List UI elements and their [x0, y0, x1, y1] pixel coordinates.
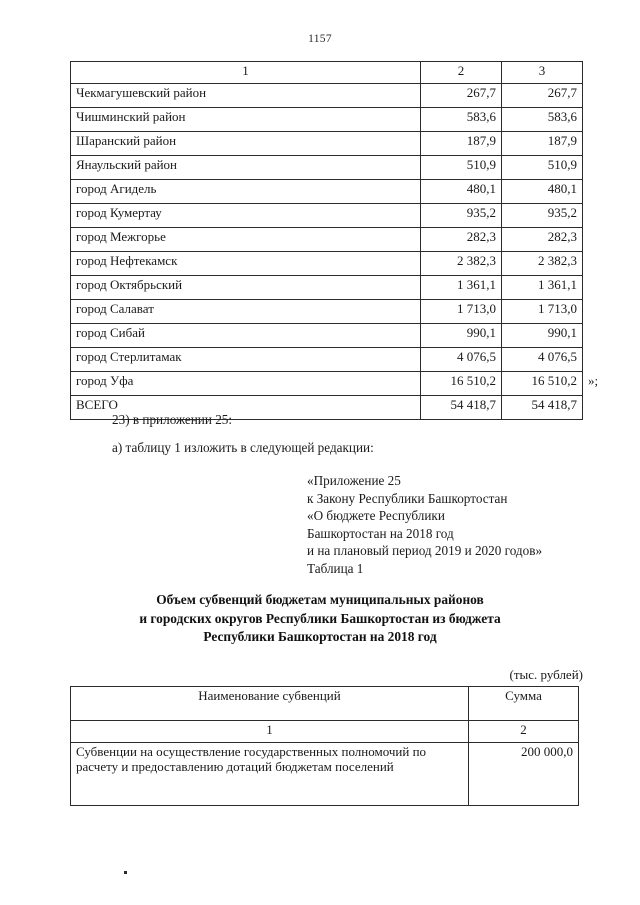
row-value-2: 187,9 [421, 132, 502, 156]
row-name: Шаранский район [71, 132, 421, 156]
reference-line-2: к Закону Республики Башкортостан [307, 490, 508, 506]
column-header-1: 1 [71, 62, 421, 84]
row-value-2: 480,1 [421, 180, 502, 204]
table-numbering-row [71, 721, 579, 743]
row-value-2: 282,3 [421, 228, 502, 252]
table-row [71, 180, 583, 204]
row-value-3: 282,3 [502, 228, 583, 252]
row-value-2: 267,7 [421, 84, 502, 108]
row-value-2: 16 510,2 [421, 372, 502, 396]
table-row [71, 84, 583, 108]
paragraph-item-a: а) таблицу 1 изложить в следующей редакции: [112, 440, 374, 455]
table-row [71, 324, 583, 348]
table [70, 686, 579, 806]
table-row [71, 348, 583, 372]
row-name: город Салават [71, 300, 421, 324]
title-line-1: Объем субвенций бюджетам муниципальных районов [156, 592, 484, 607]
total-value-2: 54 418,7 [421, 396, 502, 420]
page-number: 1157 [308, 33, 332, 45]
units-note: (тыс. рублей) [509, 667, 583, 682]
page-title [0, 591, 640, 647]
row-name: город Агидель [71, 180, 421, 204]
row-value-2: 935,2 [421, 204, 502, 228]
table-header-row [71, 687, 579, 721]
row-value-3: 583,6 [502, 108, 583, 132]
table-subventions-continued [70, 61, 583, 420]
row-value-3: 990,1 [502, 324, 583, 348]
row-value-2: 510,9 [421, 156, 502, 180]
row-value-2: 1 361,1 [421, 276, 502, 300]
reference-line-1: «Приложение 25 [307, 473, 401, 488]
row-value-2: 990,1 [421, 324, 502, 348]
row-name: город Уфа [71, 372, 421, 396]
row-value-2: 2 382,3 [421, 252, 502, 276]
table-header-row [71, 62, 583, 84]
row-value-3: 1 713,0 [502, 300, 583, 324]
row-value-3: 267,7 [502, 84, 583, 108]
table-row [71, 743, 579, 806]
table-row [71, 300, 583, 324]
title-line-3: Республики Башкортостан на 2018 год [203, 629, 437, 644]
row-value-3: 510,9 [502, 156, 583, 180]
table-row [71, 276, 583, 300]
row-name: город Нефтекамск [71, 252, 421, 276]
column-header-3: 3 [502, 62, 583, 84]
row-value-3: 935,2 [502, 204, 583, 228]
row-value-3: 187,9 [502, 132, 583, 156]
row-name: город Октябрьский [71, 276, 421, 300]
row-value-3: 1 361,1 [502, 276, 583, 300]
row-name: город Стерлитамак [71, 348, 421, 372]
row-value-3: 16 510,2 [502, 372, 583, 396]
row-sum: 200 000,0 [469, 743, 579, 806]
paragraph-item-23: 23) в приложении 25: [112, 412, 233, 427]
title-line-2: и городских округов Республики Башкортостан из бюджета [139, 610, 501, 626]
reference-line-6: Таблица 1 [307, 560, 364, 576]
closing-quote-mark: »; [588, 373, 599, 388]
table-row [71, 132, 583, 156]
row-name: город Межгорье [71, 228, 421, 252]
table-subventions-new [70, 686, 578, 806]
row-name: город Сибай [71, 324, 421, 348]
row-value-2: 1 713,0 [421, 300, 502, 324]
table-row [71, 252, 583, 276]
row-value-2: 4 076,5 [421, 348, 502, 372]
table-row [71, 228, 583, 252]
row-name: Субвенции на осуществление государственных полномочий по расчету и предоставлению дотаций бюджетам поселений [71, 743, 469, 806]
column-header-2: 2 [421, 62, 502, 84]
total-value-3: 54 418,7 [502, 396, 583, 420]
appendix-reference-block [307, 472, 542, 578]
reference-line-5: и на плановый период 2019 и 2020 годов» [307, 543, 543, 559]
table-row [71, 372, 583, 396]
row-value-3: 2 382,3 [502, 252, 583, 276]
column-header-sum: Сумма [469, 687, 579, 721]
row-name: город Кумертау [71, 204, 421, 228]
reference-line-4: Башкортостан на 2018 год [307, 525, 454, 541]
scan-artifact-speck [124, 871, 127, 874]
row-value-3: 480,1 [502, 180, 583, 204]
table-row [71, 108, 583, 132]
table [70, 61, 583, 420]
table-row [71, 204, 583, 228]
table-row [71, 156, 583, 180]
total-label: ВСЕГО [71, 396, 421, 420]
column-number-1: 1 [71, 721, 469, 743]
row-name: Чекмагушевский район [71, 84, 421, 108]
row-value-3: 4 076,5 [502, 348, 583, 372]
row-name: Чишминский район [71, 108, 421, 132]
reference-line-3: «О бюджете Республики [307, 508, 445, 524]
column-number-2: 2 [469, 721, 579, 743]
column-header-name: Наименование субвенций [71, 687, 469, 721]
row-name: Янаульский район [71, 156, 421, 180]
row-value-2: 583,6 [421, 108, 502, 132]
